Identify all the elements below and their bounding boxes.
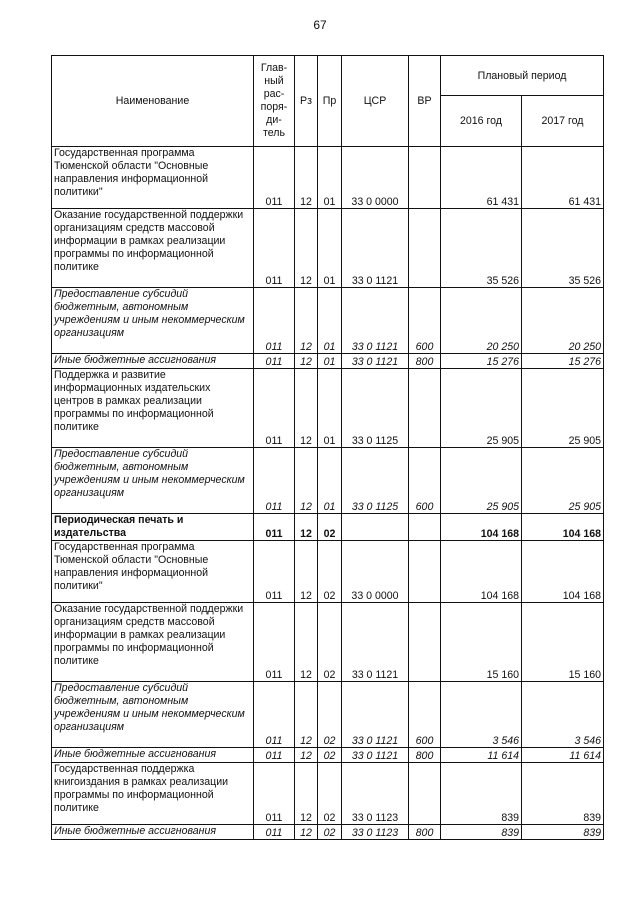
row-rz: 12 xyxy=(295,369,318,448)
row-pr: 01 xyxy=(318,209,342,288)
row-csr: 33 0 1123 xyxy=(342,763,409,825)
table-row xyxy=(52,541,604,603)
row-name: Государственная программа Тюменской области "Основные направления информационной политики" xyxy=(52,541,254,603)
row-amount-2016: 15 276 xyxy=(441,354,522,369)
table-row xyxy=(52,354,604,369)
row-pr: 02 xyxy=(318,825,342,840)
table-header-row xyxy=(52,56,604,96)
row-vr: 800 xyxy=(409,748,441,763)
row-vr xyxy=(409,514,441,541)
row-amount-2016: 104 168 xyxy=(441,541,522,603)
table-row xyxy=(52,514,604,541)
header-grbs-line: тель xyxy=(263,127,285,139)
row-amount-2016: 839 xyxy=(441,825,522,840)
row-grbs: 011 xyxy=(254,825,295,840)
row-name: Периодическая печать и издательства xyxy=(52,514,254,541)
row-vr xyxy=(409,603,441,682)
table-row xyxy=(52,369,604,448)
header-csr: ЦСР xyxy=(342,56,409,147)
row-vr: 600 xyxy=(409,448,441,514)
header-year-2017: 2017 год xyxy=(522,96,604,147)
row-vr: 800 xyxy=(409,354,441,369)
header-pr: Пр xyxy=(318,56,342,147)
row-pr: 02 xyxy=(318,541,342,603)
row-grbs: 011 xyxy=(254,209,295,288)
row-rz: 12 xyxy=(295,288,318,354)
header-vr: ВР xyxy=(409,56,441,147)
row-csr: 33 0 1125 xyxy=(342,369,409,448)
table-row xyxy=(52,288,604,354)
row-vr xyxy=(409,369,441,448)
row-vr xyxy=(409,763,441,825)
row-rz: 12 xyxy=(295,448,318,514)
table-row xyxy=(52,147,604,209)
table-row xyxy=(52,763,604,825)
row-csr: 33 0 1121 xyxy=(342,354,409,369)
row-name: Оказание государственной поддержки организациям средств массовой информации в рамках реализации программы по информационной политике xyxy=(52,603,254,682)
row-csr: 33 0 0000 xyxy=(342,541,409,603)
row-name: Оказание государственной поддержки организациям средств массовой информации в рамках реализации программы по информационной политике xyxy=(52,209,254,288)
row-grbs: 011 xyxy=(254,354,295,369)
row-amount-2016: 25 905 xyxy=(441,369,522,448)
row-csr: 33 0 1121 xyxy=(342,682,409,748)
row-csr: 33 0 1121 xyxy=(342,603,409,682)
row-grbs: 011 xyxy=(254,541,295,603)
row-pr: 01 xyxy=(318,448,342,514)
row-grbs: 011 xyxy=(254,763,295,825)
row-rz: 12 xyxy=(295,603,318,682)
table-row xyxy=(52,209,604,288)
row-amount-2017: 25 905 xyxy=(522,369,604,448)
row-csr: 33 0 1123 xyxy=(342,825,409,840)
row-amount-2016: 11 614 xyxy=(441,748,522,763)
row-vr xyxy=(409,147,441,209)
header-grbs-line: рас- xyxy=(263,88,285,100)
row-grbs: 011 xyxy=(254,748,295,763)
row-csr: 33 0 1121 xyxy=(342,209,409,288)
row-pr: 02 xyxy=(318,748,342,763)
row-amount-2016: 3 546 xyxy=(441,682,522,748)
row-grbs: 011 xyxy=(254,369,295,448)
row-amount-2017: 20 250 xyxy=(522,288,604,354)
row-amount-2017: 15 160 xyxy=(522,603,604,682)
budget-table xyxy=(51,55,604,840)
row-rz: 12 xyxy=(295,354,318,369)
row-pr: 01 xyxy=(318,354,342,369)
row-name: Государственная поддержка книгоиздания в рамках реализации программы по информационной политике xyxy=(52,763,254,825)
row-amount-2016: 61 431 xyxy=(441,147,522,209)
row-amount-2017: 104 168 xyxy=(522,541,604,603)
header-grbs-line: ди- xyxy=(266,114,282,126)
row-vr xyxy=(409,209,441,288)
row-pr: 02 xyxy=(318,603,342,682)
row-rz: 12 xyxy=(295,209,318,288)
row-amount-2017: 35 526 xyxy=(522,209,604,288)
row-vr xyxy=(409,541,441,603)
row-vr: 800 xyxy=(409,825,441,840)
row-rz: 12 xyxy=(295,825,318,840)
row-pr: 01 xyxy=(318,288,342,354)
row-name: Предоставление субсидий бюджетным, автономным учреждениям и иным некоммерческим организациям xyxy=(52,682,254,748)
row-grbs: 011 xyxy=(254,147,295,209)
row-vr: 600 xyxy=(409,682,441,748)
row-csr: 33 0 0000 xyxy=(342,147,409,209)
row-rz: 12 xyxy=(295,147,318,209)
row-grbs: 011 xyxy=(254,682,295,748)
row-csr xyxy=(342,514,409,541)
row-amount-2017: 61 431 xyxy=(522,147,604,209)
table-row xyxy=(52,603,604,682)
row-rz: 12 xyxy=(295,748,318,763)
row-amount-2017: 104 168 xyxy=(522,514,604,541)
row-pr: 02 xyxy=(318,682,342,748)
row-grbs: 011 xyxy=(254,603,295,682)
header-rz: Рз xyxy=(295,56,318,147)
row-name: Предоставление субсидий бюджетным, автономным учреждениям и иным некоммерческим организациям xyxy=(52,448,254,514)
row-grbs: 011 xyxy=(254,514,295,541)
row-name: Поддержка и развитие информационных издательских центров в рамках реализации программы по информационной политике xyxy=(52,369,254,448)
header-name: Наименование xyxy=(52,56,254,147)
row-amount-2017: 3 546 xyxy=(522,682,604,748)
header-grbs-line: поря- xyxy=(260,101,288,113)
header-planned-period: Плановый период xyxy=(441,56,604,96)
table-row xyxy=(52,682,604,748)
row-name: Иные бюджетные ассигнования xyxy=(52,825,254,840)
row-pr: 02 xyxy=(318,763,342,825)
row-amount-2016: 15 160 xyxy=(441,603,522,682)
header-year-2016: 2016 год xyxy=(441,96,522,147)
row-csr: 33 0 1121 xyxy=(342,748,409,763)
row-rz: 12 xyxy=(295,514,318,541)
row-amount-2016: 25 905 xyxy=(441,448,522,514)
row-amount-2016: 104 168 xyxy=(441,514,522,541)
header-grbs-line: ный xyxy=(264,75,284,87)
row-name: Иные бюджетные ассигнования xyxy=(52,354,254,369)
row-rz: 12 xyxy=(295,763,318,825)
row-pr: 01 xyxy=(318,147,342,209)
row-amount-2017: 839 xyxy=(522,763,604,825)
table-row xyxy=(52,825,604,840)
row-pr: 01 xyxy=(318,369,342,448)
row-name: Государственная программа Тюменской области "Основные направления информационной политики" xyxy=(52,147,254,209)
row-amount-2016: 35 526 xyxy=(441,209,522,288)
row-name: Иные бюджетные ассигнования xyxy=(52,748,254,763)
row-amount-2017: 839 xyxy=(522,825,604,840)
row-pr: 02 xyxy=(318,514,342,541)
row-grbs: 011 xyxy=(254,288,295,354)
table-row xyxy=(52,748,604,763)
header-grbs-line: Глав- xyxy=(260,62,288,74)
row-amount-2017: 15 276 xyxy=(522,354,604,369)
row-grbs: 011 xyxy=(254,448,295,514)
row-name: Предоставление субсидий бюджетным, автономным учреждениям и иным некоммерческим организациям xyxy=(52,288,254,354)
row-amount-2016: 839 xyxy=(441,763,522,825)
row-amount-2017: 11 614 xyxy=(522,748,604,763)
row-amount-2017: 25 905 xyxy=(522,448,604,514)
row-csr: 33 0 1121 xyxy=(342,288,409,354)
row-vr: 600 xyxy=(409,288,441,354)
row-amount-2016: 20 250 xyxy=(441,288,522,354)
row-rz: 12 xyxy=(295,541,318,603)
page-number: 67 xyxy=(313,18,327,32)
row-csr: 33 0 1125 xyxy=(342,448,409,514)
row-rz: 12 xyxy=(295,682,318,748)
table-body xyxy=(52,147,604,840)
header-grbs xyxy=(254,56,295,147)
table-row xyxy=(52,448,604,514)
